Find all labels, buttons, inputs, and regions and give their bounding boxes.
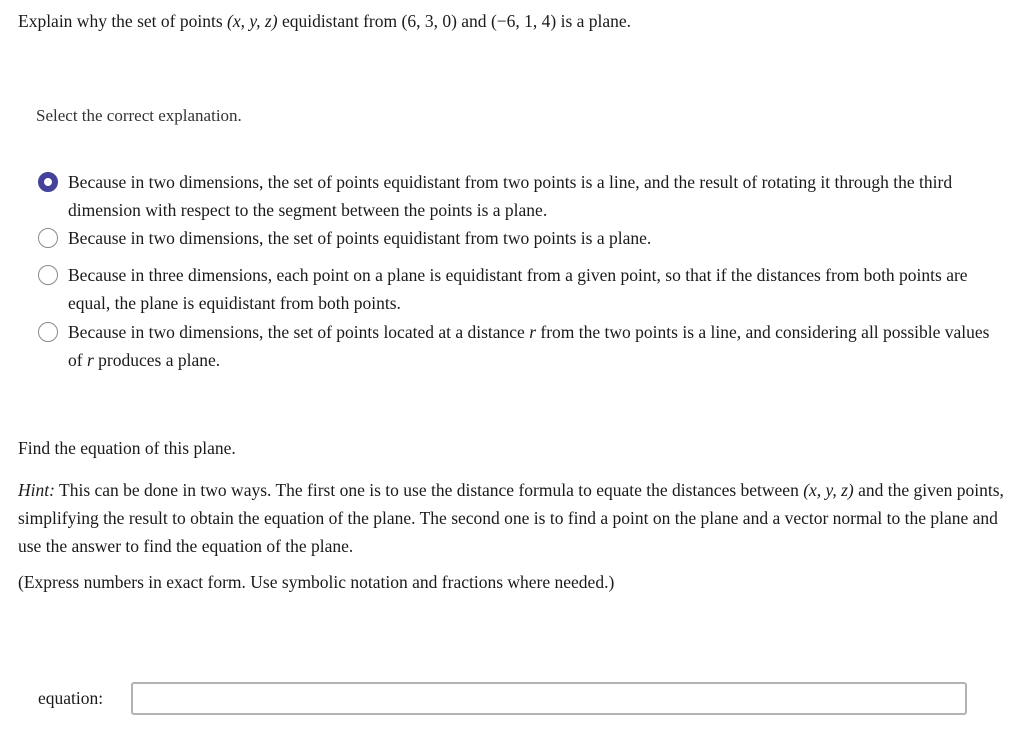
variable-r: r xyxy=(86,350,94,370)
question-text-middle: equidistant from xyxy=(277,11,402,31)
hint-text-before: This can be done in two ways. The first one is to use the distance formula to equate the distances between xyxy=(54,480,804,500)
option-2[interactable] xyxy=(38,227,998,252)
question-point-a: (6, 3, 0) xyxy=(401,11,457,31)
equation-label: equation: xyxy=(38,688,104,708)
equation-input[interactable] xyxy=(131,682,967,715)
option-4-label xyxy=(68,318,998,374)
option-4-text-b: from the two points is a line, and considering all possible values of xyxy=(68,322,990,370)
option-4-text-c: produces a plane. xyxy=(93,350,221,370)
option-4-text-a: Because in two dimensions, the set of points located at a distance xyxy=(68,322,530,342)
hint-text-after: and the given points, simplifying the result to obtain the equation of the plane. The second one is to find a point on the plane and a vector normal to the plane and use the answer to find the equation of the plane. xyxy=(18,480,1004,556)
part2-title: Find the equation of this plane. xyxy=(18,438,236,458)
option-1[interactable] xyxy=(38,171,998,224)
hint-label: Hint: xyxy=(18,480,55,500)
option-3-label: Because in three dimensions, each point on a plane is equidistant from a given point, so that if the distances from both points are equal, the plane is equidistant from both points. xyxy=(68,265,968,313)
question-point-variable: (x, y, z) xyxy=(227,11,278,31)
option-3[interactable] xyxy=(38,264,998,317)
question-text-before: Explain why the set of points xyxy=(18,11,228,31)
variable-r: r xyxy=(529,322,537,342)
radio-button[interactable] xyxy=(38,322,58,342)
question-point-b: (−6, 1, 4) xyxy=(490,11,557,31)
instructions-text: (Express numbers in exact form. Use symbolic notation and fractions where needed.) xyxy=(18,572,615,592)
hint-paragraph xyxy=(18,476,1018,560)
radio-button-selected[interactable] xyxy=(38,172,58,192)
hint-point-variable: (x, y, z) xyxy=(803,480,854,500)
question-text xyxy=(18,9,1008,33)
option-4[interactable] xyxy=(38,321,998,374)
radio-button[interactable] xyxy=(38,265,58,285)
option-1-label: Because in two dimensions, the set of points equidistant from two points is a line, and the result of rotating it through the third dimension with respect to the segment between the points is a plane. xyxy=(68,172,953,220)
radio-button[interactable] xyxy=(38,228,58,248)
question-text-and: and xyxy=(456,11,491,31)
question-text-after: is a plane. xyxy=(556,11,632,31)
option-2-label: Because in two dimensions, the set of points equidistant from two points is a plane. xyxy=(68,228,652,248)
select-prompt: Select the correct explanation. xyxy=(36,106,242,125)
